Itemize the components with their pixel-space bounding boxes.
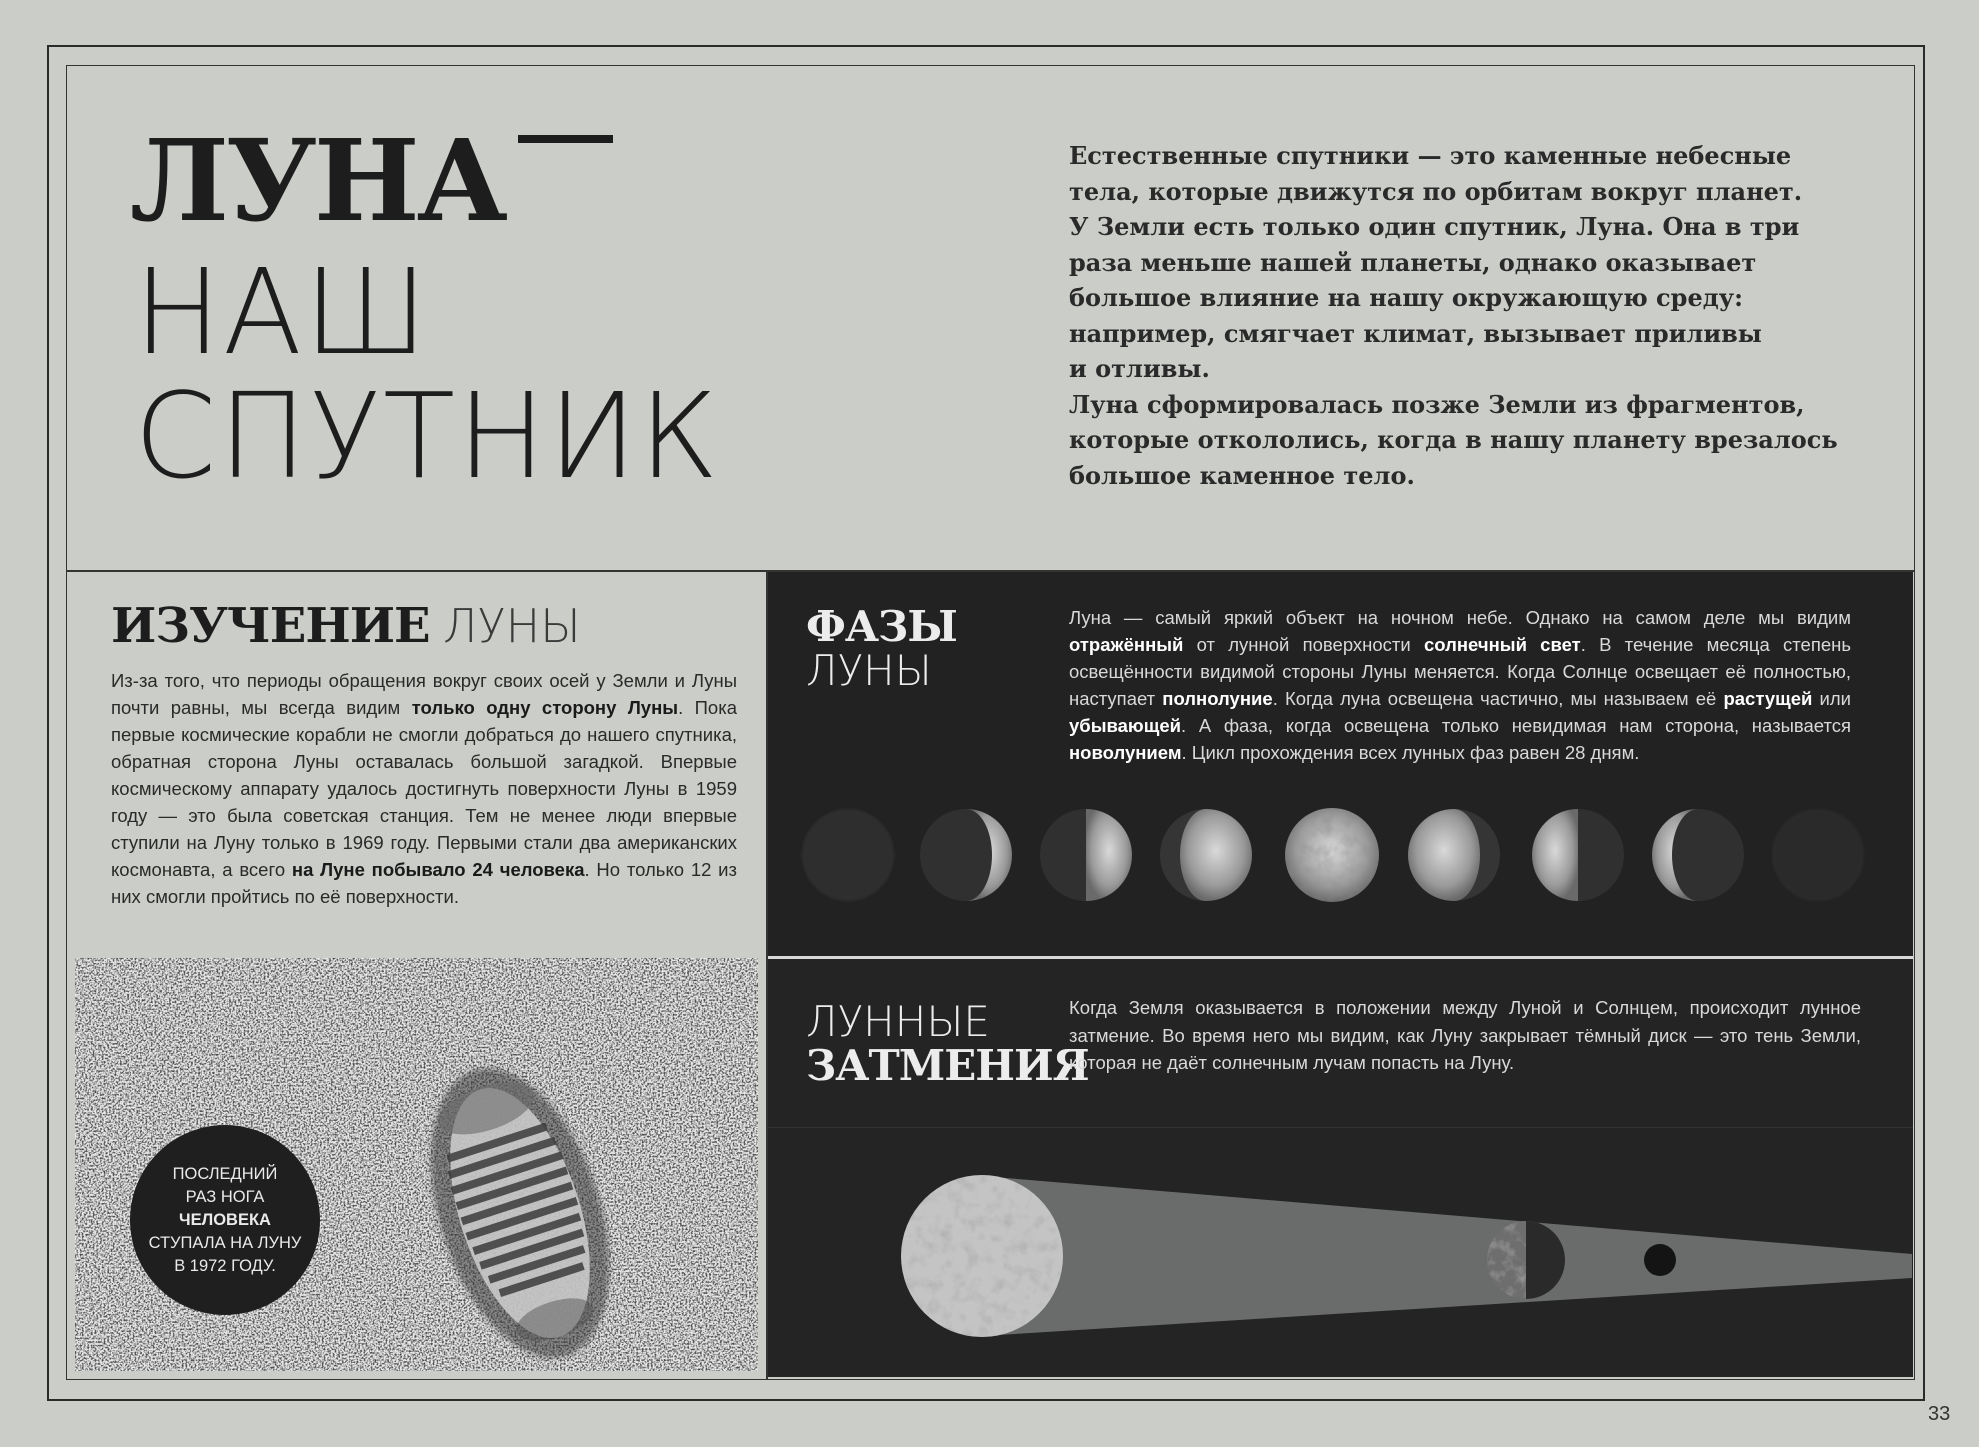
phases-heading-thin: ЛУНЫ [806,646,932,695]
moon-first-quarter-icon [1040,809,1132,901]
study-text-3: . Но только 12 из них смогли пройтись по её поверхности. [111,859,737,907]
phases-text-6: . А фаза, когда освещена только невидимая нам сторона, называется [1181,715,1851,736]
badge-line-3: ЧЕЛОВЕКА [179,1210,271,1229]
earth-shadow-cone [982,1176,1912,1336]
phases-bold-5: убывающей [1069,715,1182,736]
phases-text-7: . Цикл прохождения всех лунных фаз равен 28 дням. [1181,742,1640,763]
last-step-badge [130,1125,320,1315]
study-text-1: Из-за того, что периоды обращения вокруг своих осей у Земли и Луны почти равны, мы всегда видим [111,670,737,718]
moon-phases-row [766,790,1913,920]
title-line-2: НАШ [134,243,430,381]
phases-bold-2: солнечный свет [1423,634,1581,655]
phases-bold-6: новолунием [1069,742,1182,763]
moon-waxing-gibbous-icon [1160,809,1252,901]
small-dark-moon-icon [1644,1244,1676,1276]
moon-waning-gibbous-icon [1408,809,1500,901]
title-dash [518,135,613,143]
phases-bold-4: растущей [1723,688,1813,709]
phases-paragraph [1069,604,1851,766]
phases-bold-1: отражённый [1069,634,1184,655]
eclipsed-moon-icon [1487,1221,1565,1299]
study-heading-thin: ЛУНЫ [442,599,581,653]
study-text-2: . Пока первые космические корабли не смогли добраться до нашего спутника, обратная сторона Луны оставалась большой загадкой. Впервые космическому аппарату удалось достигнуть поверхности Луны в 1959 году — это была советская станция. Тем не менее люди впервые ступили на Луну только в 1969 году. Первыми стали два американских космонавта, а всего [111,697,738,880]
title-line-3: СПУТНИК [134,367,721,505]
moon-new-icon [802,809,894,901]
badge-line-2: РАЗ НОГА [185,1187,265,1206]
phases-text-2: от лунной поверхности [1183,634,1424,655]
phases-bold-3: полнолуние [1162,688,1273,709]
eclipse-heading [806,997,1089,1090]
phases-text-4: . Когда луна освещена частично, мы называем её [1272,688,1724,709]
study-bold-1: только одну сторону Луны [411,697,679,718]
eclipse-diagram [766,1128,1913,1376]
eclipse-paragraph: Когда Земля оказывается в положении между Луной и Солнцем, происходит лунное затмение. Во время него мы видим, как Луну закрывает тёмный диск — это тень Земли, которая не даёт солнечным лучам попасть на Луну. [1069,997,1861,1073]
phases-text-3: . В течение месяца степень освещённости видимой стороны Луны меняется. Когда Солнце освещает её полностью, наступает [1069,634,1852,709]
badge-line-4: СТУПАЛА НА ЛУНУ [148,1233,302,1252]
phases-heading-bold: ФАЗЫ [806,602,957,651]
moon-last-quarter-icon [1532,809,1624,901]
moon-waxing-crescent-icon [920,809,1012,901]
earth-icon [901,1175,1063,1337]
phases-text-5: или [1812,688,1851,709]
study-bold-2: на Луне побывало 24 человека [291,859,585,880]
moon-new-end-icon [1772,809,1864,901]
badge-line-5: В 1972 ГОДУ. [174,1256,276,1275]
study-heading-bold: ИЗУЧЕНИЕ [111,598,430,654]
panel-separator [766,956,1913,959]
moon-waning-crescent-icon [1652,809,1744,901]
moon-full-icon [1285,808,1379,902]
page-number: 33 [1928,1403,1951,1425]
badge-line-1: ПОСЛЕДНИЙ [172,1164,278,1183]
intro-paragraph: Естественные спутники — это каменные небесные тела, которые движутся по орбитам вокруг планет. У Земли есть только один спутник, Луна. Она в три раза меньше нашей планеты, однако оказывает большое влияние на нашу окружающую среду: например, смягчает климат, вызывает приливы и отливы. Луна сформировалась позже Земли из фрагментов, которые откололись, когда в нашу планету врезалось большое каменное тело. [1069,141,1838,490]
eclipse-heading-thin: ЛУННЫЕ [806,997,990,1046]
phases-text-1: Луна — самый яркий объект на ночном небе. Однако на самом деле мы видим [1069,607,1851,628]
study-heading [111,598,581,655]
title-line-bold: ЛУНА [130,116,505,247]
study-paragraph [111,667,737,910]
eclipse-heading-bold: ЗАТМЕНИЯ [806,1041,1089,1090]
phases-heading [806,602,957,695]
